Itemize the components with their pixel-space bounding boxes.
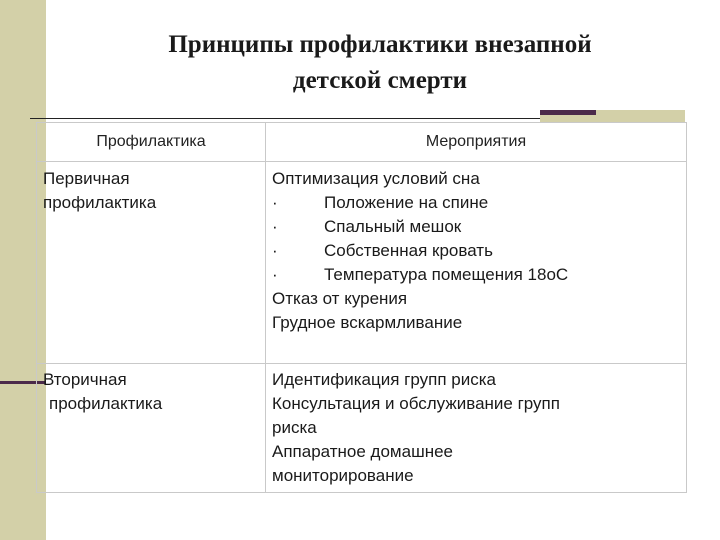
measure-text: Отказ от курения bbox=[272, 289, 408, 308]
bullet-text: Собственная кровать bbox=[324, 241, 493, 260]
table-row-divider bbox=[37, 363, 686, 364]
measure-text: мониторирование bbox=[272, 466, 414, 485]
measure-text: Идентификация групп риска bbox=[272, 370, 496, 389]
cell-text: профилактика bbox=[49, 394, 163, 413]
cell-text: профилактика bbox=[43, 193, 157, 212]
table-cell-secondary-measures bbox=[272, 368, 682, 488]
measure-text: Консультация и обслуживание групп bbox=[272, 394, 560, 413]
bullet-symbol: · bbox=[272, 241, 278, 260]
table-column-divider bbox=[265, 123, 266, 492]
measure-bullet bbox=[272, 191, 682, 215]
bullet-text: Температура помещения 18оС bbox=[324, 265, 569, 284]
table-header-measures: Мероприятия bbox=[425, 133, 527, 150]
table-cell-primary-measures bbox=[272, 167, 682, 335]
bullet-symbol: · bbox=[272, 265, 278, 284]
cell-text: Вторичная bbox=[43, 370, 127, 389]
table-cell-primary-type bbox=[43, 167, 253, 215]
bullet-text: Положение на спине bbox=[324, 193, 489, 212]
measure-bullet bbox=[272, 263, 682, 287]
bullet-symbol: · bbox=[272, 217, 278, 236]
measure-text: Грудное вскармливание bbox=[272, 313, 463, 332]
table-header-divider bbox=[37, 161, 686, 162]
table-header-prevention: Профилактика bbox=[96, 133, 206, 150]
slide-title bbox=[120, 27, 640, 99]
measure-heading: Оптимизация условий сна bbox=[272, 169, 480, 188]
measure-text: Аппаратное домашнее bbox=[272, 442, 453, 461]
title-line-2: детской смерти bbox=[292, 67, 468, 94]
bullet-text: Спальный мешок bbox=[324, 217, 462, 236]
measure-text: риска bbox=[272, 418, 317, 437]
table-cell-secondary-type bbox=[43, 368, 253, 416]
measure-bullet bbox=[272, 239, 682, 263]
title-line-1: Принципы профилактики внезапной bbox=[168, 31, 592, 58]
prevention-table bbox=[36, 122, 687, 493]
cell-text: Первичная bbox=[43, 169, 130, 188]
decorative-corner-accent bbox=[540, 110, 596, 115]
measure-bullet bbox=[272, 215, 682, 239]
bullet-symbol: · bbox=[272, 193, 278, 212]
